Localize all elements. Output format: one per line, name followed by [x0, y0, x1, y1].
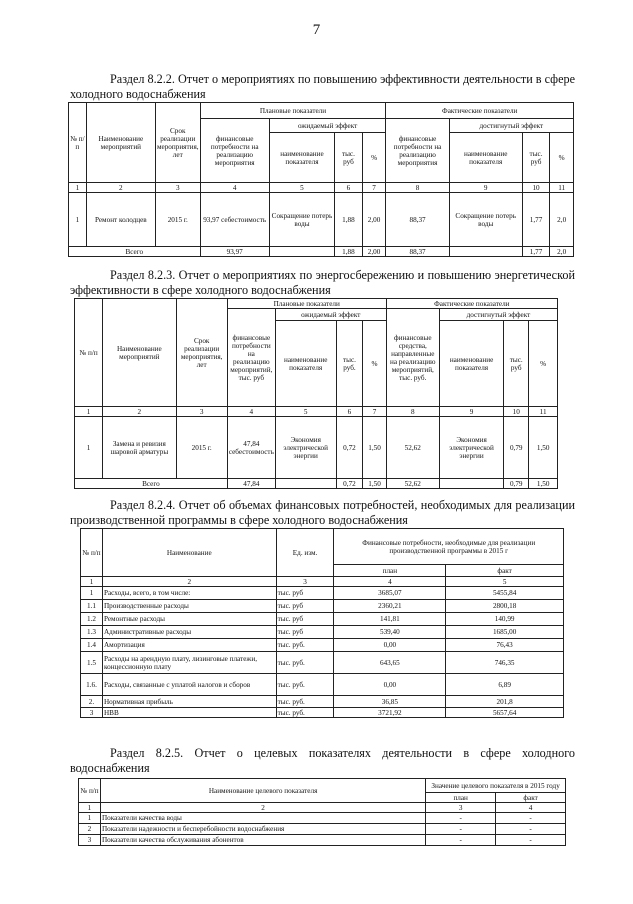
- header-pct-fact: %: [529, 321, 558, 407]
- header-fin-plan: финансовые потребности на реализацию мероприятий, тыс. руб: [227, 309, 275, 407]
- total-pct-fact: 2,0: [550, 247, 574, 257]
- header-term: Срок реализации мероприятия, лет: [155, 103, 200, 183]
- total-fin-fact: 52,62: [386, 479, 439, 489]
- table-row: [81, 674, 564, 696]
- colnum: 2: [100, 803, 425, 813]
- total-row: [75, 479, 558, 489]
- header-rub-fact: тыс. руб: [504, 321, 529, 407]
- colnum: 11: [550, 183, 574, 193]
- colnum: 7: [363, 407, 386, 417]
- cell-num: 1.3: [81, 626, 103, 639]
- colnum: 11: [529, 407, 558, 417]
- header-plan: Плановые показатели: [200, 103, 386, 119]
- cell-rub: 0,72: [336, 417, 363, 479]
- cell-num: 1.1: [81, 600, 103, 613]
- section-8-2-2-title: Раздел 8.2.2. Отчет о мероприятиях по повышению эффективности деятельности в сфере холодного водоснабжения: [70, 72, 575, 101]
- header-rub: тыс. руб.: [336, 321, 363, 407]
- header-num: № п/п: [81, 529, 103, 577]
- table-row: [79, 835, 566, 846]
- colnum: 3: [155, 183, 200, 193]
- colnum: 8: [386, 407, 439, 417]
- cell-plan: -: [426, 835, 496, 846]
- colnum: 1: [75, 407, 103, 417]
- column-numbers: [79, 803, 566, 813]
- cell-rub-fact: 1,77: [522, 193, 550, 247]
- cell-pct: 1,50: [363, 417, 386, 479]
- cell-unit: тыс. руб.: [276, 674, 334, 696]
- colnum: 6: [335, 183, 363, 193]
- header-num: № п/п: [69, 103, 87, 183]
- cell-plan: -: [426, 813, 496, 824]
- cell-plan: 3721,92: [334, 708, 446, 718]
- total-label: Всего: [69, 247, 201, 257]
- colnum: 3: [176, 407, 227, 417]
- cell-name: Нормативная прибыль: [102, 696, 276, 708]
- colnum: 5: [275, 407, 336, 417]
- header-expected: ожидаемый эффект: [275, 309, 386, 321]
- colnum: 1: [69, 183, 87, 193]
- cell-term: 2015 г.: [176, 417, 227, 479]
- section-8-2-3-title: Раздел 8.2.3. Отчет о мероприятиях по энергосбережению и повышению энергетической эффективности в сфере холодного водоснабжения: [70, 268, 575, 297]
- table-row: [81, 626, 564, 639]
- cell-name: Ремонтные расходы: [102, 613, 276, 626]
- total-pct: 1,50: [363, 479, 386, 489]
- header-num: № п/п: [75, 299, 103, 407]
- header-pct-fact: %: [550, 133, 574, 183]
- total-pct: 2,00: [362, 247, 386, 257]
- header-fact: факт: [496, 793, 566, 803]
- cell-name: Расходы, всего, в том числе:: [102, 587, 276, 600]
- cell-unit: тыс. руб: [276, 626, 334, 639]
- colnum: 4: [227, 407, 275, 417]
- cell-name: Расходы на арендную плату, лизинговые платежи, концессионную плату: [102, 652, 276, 674]
- cell-fact: 201,8: [446, 696, 564, 708]
- cell-fact: 5657,64: [446, 708, 564, 718]
- header-unit: Ед. изм.: [276, 529, 334, 577]
- cell-fact: -: [496, 835, 566, 846]
- table-8-2-5: [78, 778, 566, 846]
- cell-num: 1: [69, 193, 87, 247]
- colnum: 10: [504, 407, 529, 417]
- table-row: [81, 708, 564, 718]
- cell-fact: 6,89: [446, 674, 564, 696]
- cell-num: 1.5: [81, 652, 103, 674]
- header-name: Наименование мероприятий: [103, 299, 176, 407]
- cell-name: Амортизация: [102, 639, 276, 652]
- colnum: 2: [103, 407, 176, 417]
- header-fin: Финансовые потребности, необходимые для реализации производственной программы в 2015 г: [334, 529, 564, 565]
- colnum: 5: [446, 577, 564, 587]
- header-plan: план: [426, 793, 496, 803]
- header-achieved: достигнутый эффект: [449, 119, 573, 133]
- cell-name: Производственные расходы: [102, 600, 276, 613]
- header-name: Наименование мероприятий: [86, 103, 155, 183]
- header-num: № п/п: [79, 779, 101, 803]
- cell-plan: -: [426, 824, 496, 835]
- cell-name: Показатели надежности и бесперебойности водоснабжения: [100, 824, 425, 835]
- cell-fact: 5455,84: [446, 587, 564, 600]
- cell-fact: 140,99: [446, 613, 564, 626]
- cell-num: 1: [79, 813, 101, 824]
- colnum: 3: [426, 803, 496, 813]
- colnum: 8: [386, 183, 449, 193]
- cell-num: 1.6.: [81, 674, 103, 696]
- table-8-2-3: [74, 298, 558, 489]
- cell-fin-fact: 52,62: [386, 417, 439, 479]
- header-name: Наименование целевого показателя: [100, 779, 425, 803]
- cell-plan: 3685,07: [334, 587, 446, 600]
- cell-pct-fact: 2,0: [550, 193, 574, 247]
- table-8-2-4: [80, 528, 564, 718]
- table-row: [81, 600, 564, 613]
- cell-effect-fact: Сокращение потерь воды: [449, 193, 522, 247]
- table-row: [81, 587, 564, 600]
- total-rub: 1,88: [335, 247, 363, 257]
- header-pct: %: [362, 133, 386, 183]
- header-ind-name: наименование показателя: [269, 133, 334, 183]
- cell-num: 3: [79, 835, 101, 846]
- cell-unit: тыс. руб: [276, 587, 334, 600]
- cell-num: 3: [81, 708, 103, 718]
- table-row: [81, 613, 564, 626]
- header-achieved: достигнутый эффект: [439, 309, 557, 321]
- header-plan: план: [334, 565, 446, 577]
- cell-num: 2: [79, 824, 101, 835]
- cell-effect-fact: Экономия электрической энергии: [439, 417, 503, 479]
- header-fact: Фактические показатели: [386, 103, 574, 119]
- cell-name: Административные расходы: [102, 626, 276, 639]
- cell-name: Показатели качества обслуживания абонентов: [100, 835, 425, 846]
- colnum: 5: [269, 183, 334, 193]
- header-rub: тыс. руб: [335, 133, 363, 183]
- cell-fin: 93,97 себестоимость: [200, 193, 269, 247]
- cell-effect: Экономия электрической энергии: [275, 417, 336, 479]
- total-rub: 0,72: [336, 479, 363, 489]
- table-row: [79, 813, 566, 824]
- cell-unit: тыс. руб: [276, 600, 334, 613]
- header-fin-fact: финансовые средства, направленные на реализацию мероприятий, тыс. руб.: [386, 309, 439, 407]
- total-rub-fact: 0,79: [504, 479, 529, 489]
- colnum: 6: [336, 407, 363, 417]
- colnum: 1: [79, 803, 101, 813]
- cell-plan: 36,85: [334, 696, 446, 708]
- cell-plan: 643,65: [334, 652, 446, 674]
- table-row: [75, 417, 558, 479]
- column-numbers: [81, 577, 564, 587]
- cell-fact: 746,35: [446, 652, 564, 674]
- header-plan: Плановые показатели: [227, 299, 386, 309]
- total-row: [69, 247, 574, 257]
- cell-pct-fact: 1,50: [529, 417, 558, 479]
- header-fact: Фактические показатели: [386, 299, 557, 309]
- cell-name: Расходы, связанные с уплатой налогов и сборов: [102, 674, 276, 696]
- cell-name: Показатели качества воды: [100, 813, 425, 824]
- cell-unit: тыс. руб.: [276, 696, 334, 708]
- cell-name: НВВ: [102, 708, 276, 718]
- colnum: 2: [86, 183, 155, 193]
- colnum: 4: [334, 577, 446, 587]
- section-8-2-4-title: Раздел 8.2.4. Отчет об объемах финансовых потребностей, необходимых для реализации производственной программы в сфере холодного водоснабжения: [70, 498, 575, 527]
- header-fact: факт: [446, 565, 564, 577]
- cell-unit: тыс. руб.: [276, 639, 334, 652]
- total-pct-fact: 1,50: [529, 479, 558, 489]
- cell-unit: тыс. руб.: [276, 708, 334, 718]
- cell-unit: тыс. руб: [276, 613, 334, 626]
- cell-fact: -: [496, 813, 566, 824]
- cell-fin-fact: 88,37: [386, 193, 449, 247]
- table-row: [81, 639, 564, 652]
- cell-name: Замена и ревизия шаровой арматуры: [103, 417, 176, 479]
- cell-plan: 141,81: [334, 613, 446, 626]
- cell-num: 2.: [81, 696, 103, 708]
- colnum: 4: [496, 803, 566, 813]
- colnum: 9: [449, 183, 522, 193]
- colnum: 1: [81, 577, 103, 587]
- table-8-2-2: [68, 102, 574, 257]
- column-numbers: [75, 407, 558, 417]
- header-value: Значение целевого показателя в 2015 году: [426, 779, 566, 793]
- cell-num: 1: [81, 587, 103, 600]
- header-ind-name: наименование показателя: [275, 321, 336, 407]
- cell-plan: 0,00: [334, 639, 446, 652]
- colnum: 4: [200, 183, 269, 193]
- total-label: Всего: [75, 479, 228, 489]
- cell-plan: 0,00: [334, 674, 446, 696]
- cell-unit: тыс. руб.: [276, 652, 334, 674]
- cell-plan: 2360,21: [334, 600, 446, 613]
- total-fin: 47,84: [227, 479, 275, 489]
- table-row: [81, 652, 564, 674]
- total-fin: 93,97: [200, 247, 269, 257]
- table-row: [69, 193, 574, 247]
- cell-name: Ремонт колодцев: [86, 193, 155, 247]
- header-name: Наименование: [102, 529, 276, 577]
- colnum: 3: [276, 577, 334, 587]
- table-row: [81, 696, 564, 708]
- cell-fact: 76,43: [446, 639, 564, 652]
- cell-rub-fact: 0,79: [504, 417, 529, 479]
- header-expected: ожидаемый эффект: [269, 119, 386, 133]
- cell-num: 1.2: [81, 613, 103, 626]
- cell-num: 1: [75, 417, 103, 479]
- colnum: 9: [439, 407, 503, 417]
- header-term: Срок реализации мероприятия, лет: [176, 299, 227, 407]
- total-rub-fact: 1,77: [522, 247, 550, 257]
- header-fin-fact: финансовые потребности на реализацию мероприятия: [386, 119, 449, 183]
- column-numbers: [69, 183, 574, 193]
- cell-fact: -: [496, 824, 566, 835]
- header-ind-name-fact: наименование показателя: [439, 321, 503, 407]
- cell-fin: 47,84 себестоимость: [227, 417, 275, 479]
- section-8-2-5-title: Раздел 8.2.5. Отчет о целевых показателях деятельности в сфере холодного водоснабжения: [70, 746, 575, 775]
- header-ind-name-fact: наименование показателя: [449, 133, 522, 183]
- cell-num: 1.4: [81, 639, 103, 652]
- total-fin-fact: 88,37: [386, 247, 449, 257]
- colnum: 10: [522, 183, 550, 193]
- page-number: 7: [312, 22, 321, 38]
- header-rub-fact: тыс. руб: [522, 133, 550, 183]
- colnum: 2: [102, 577, 276, 587]
- cell-effect: Сокращение потерь воды: [269, 193, 334, 247]
- cell-fact: 1685,00: [446, 626, 564, 639]
- colnum: 7: [362, 183, 386, 193]
- cell-term: 2015 г.: [155, 193, 200, 247]
- header-pct: %: [363, 321, 386, 407]
- cell-plan: 539,40: [334, 626, 446, 639]
- cell-fact: 2800,18: [446, 600, 564, 613]
- table-row: [79, 824, 566, 835]
- cell-pct: 2,00: [362, 193, 386, 247]
- header-fin-plan: финансовые потребности на реализацию мероприятия: [200, 119, 269, 183]
- cell-rub: 1,88: [335, 193, 363, 247]
